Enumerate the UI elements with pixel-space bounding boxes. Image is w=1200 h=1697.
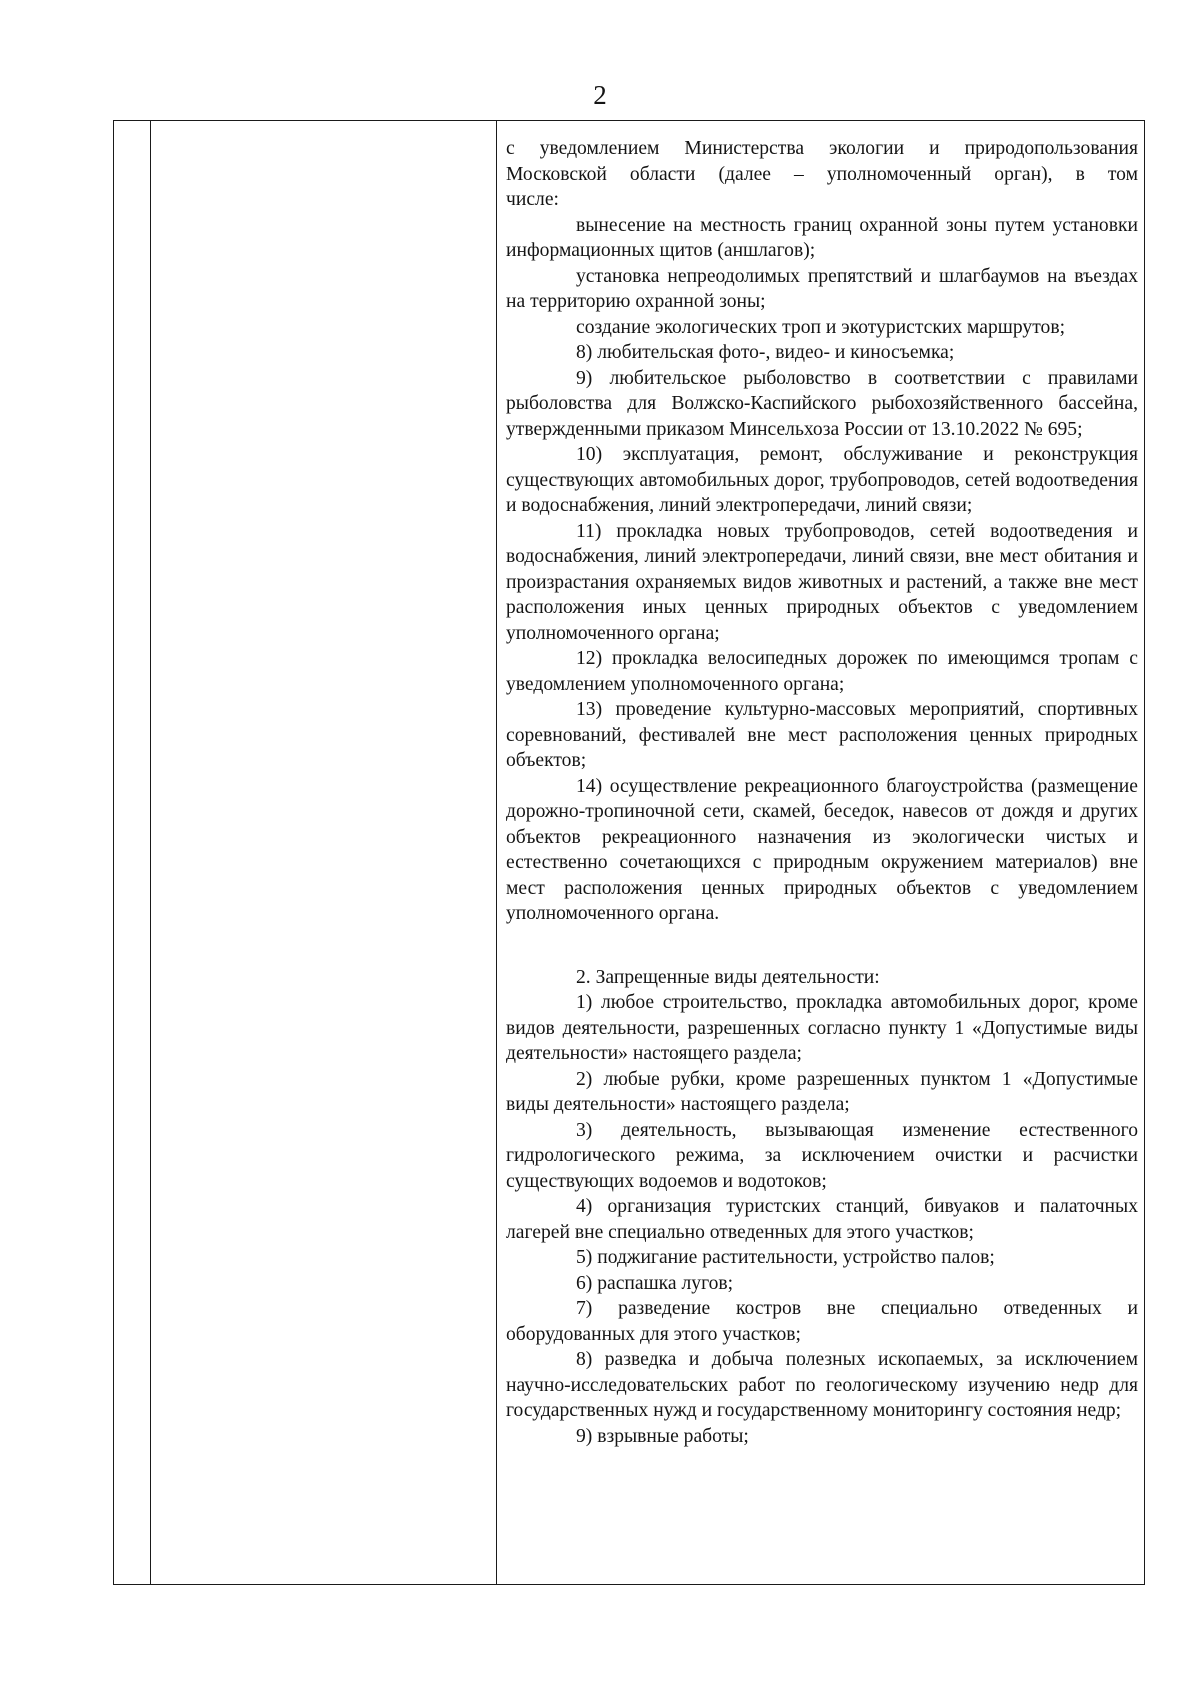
table-column-divider-1 bbox=[150, 121, 151, 1584]
allowed-item: 12) прокладка велосипедных дорожек по имеющимся тропам с уведомлением уполномоченного органа; bbox=[506, 648, 1138, 695]
table-column-divider-2 bbox=[496, 121, 497, 1584]
table-cell-text bbox=[506, 136, 1138, 1449]
section-prohibited-title: 2. Запрещенные виды деятельности: bbox=[576, 966, 880, 988]
prohibited-item: 2) любые рубки, кроме разрешенных пунктом 1 «Допустимые виды деятельности» настоящего раздела; bbox=[506, 1068, 1138, 1115]
prohibited-item: 9) взрывные работы; bbox=[576, 1425, 749, 1447]
allowed-item: 13) проведение культурно-массовых мероприятий, спортивных соревнований, фестивалей вне мест расположения ценных природных объектов; bbox=[506, 699, 1138, 771]
prohibited-item: 7) разведение костров вне специально отведенных и оборудованных для этого участков; bbox=[506, 1298, 1138, 1345]
allowed-item: создание экологических троп и экотуристских маршрутов; bbox=[576, 316, 1066, 338]
allowed-item: вынесение на местность границ охранной зоны путем установки информационных щитов (аншлагов); bbox=[506, 214, 1138, 261]
prohibited-item: 3) деятельность, вызывающая изменение естественного гидрологического режима, за исключением очистки и расчистки существующих водоемов и водотоков; bbox=[506, 1119, 1138, 1192]
prohibited-item: 6) распашка лугов; bbox=[576, 1272, 734, 1294]
prohibited-item: 4) организация туристских станций, бивуаков и палаточных лагерей вне специально отведенных для этого участков; bbox=[506, 1196, 1138, 1243]
document-table bbox=[113, 120, 1145, 1585]
intro-line-3: числе: bbox=[506, 189, 559, 210]
allowed-item: установка непреодолимых препятствий и шлагбаумов на въездах на территорию охранной зоны; bbox=[506, 265, 1138, 312]
prohibited-item: 5) поджигание растительности, устройство палов; bbox=[576, 1247, 995, 1268]
allowed-item: 10) эксплуатация, ремонт, обслуживание и реконструкция существующих автомобильных дорог, трубопроводов, сетей водоотведения и водоснабжения, линий электропередачи, линий связи; bbox=[506, 444, 1138, 516]
prohibited-item: 8) разведка и добыча полезных ископаемых, за исключением научно-исследовательских работ по геологическому изучению недр для государственных нужд и государственному мониторингу состояния недр; bbox=[506, 1349, 1138, 1421]
allowed-item: 14) осуществление рекреационного благоустройства (размещение дорожно-тропиночной сети, скамей, беседок, навесов от дождя и других объектов рекреационного назначения из экологически чистых и естественно сочетающихся с природным окружением материалов) вне мест расположения ценных природных объектов с уведомлением уполномоченного органа. bbox=[506, 775, 1138, 924]
intro-line-1: с уведомлением Министерства экологии и природопользования bbox=[506, 138, 1138, 159]
prohibited-item: 1) любое строительство, прокладка автомобильных дорог, кроме видов деятельности, разрешенных согласно пункту 1 «Допустимые виды деятельности» настоящего раздела; bbox=[506, 992, 1138, 1064]
allowed-item: 8) любительская фото-, видео- и киносъемка; bbox=[576, 342, 955, 363]
allowed-item: 9) любительское рыболовство в соответствии с правилами рыболовства для Волжско-Каспийского рыбохозяйственного бассейна, утвержденными приказом Минсельхоза России от 13.10.2022 № 695; bbox=[506, 367, 1138, 440]
page-number: 2 bbox=[593, 80, 607, 110]
allowed-item: 11) прокладка новых трубопроводов, сетей водоотведения и водоснабжения, линий электропередачи, линий связи, вне мест обитания и произрастания охраняемых видов животных и растений, а также вне мест расположения иных ценных природных объектов с уведомлением уполномоченного органа; bbox=[506, 520, 1138, 644]
intro-line-2: Московской области (далее – уполномоченный орган), в том bbox=[506, 163, 1138, 185]
paragraph-gap bbox=[506, 927, 1138, 965]
